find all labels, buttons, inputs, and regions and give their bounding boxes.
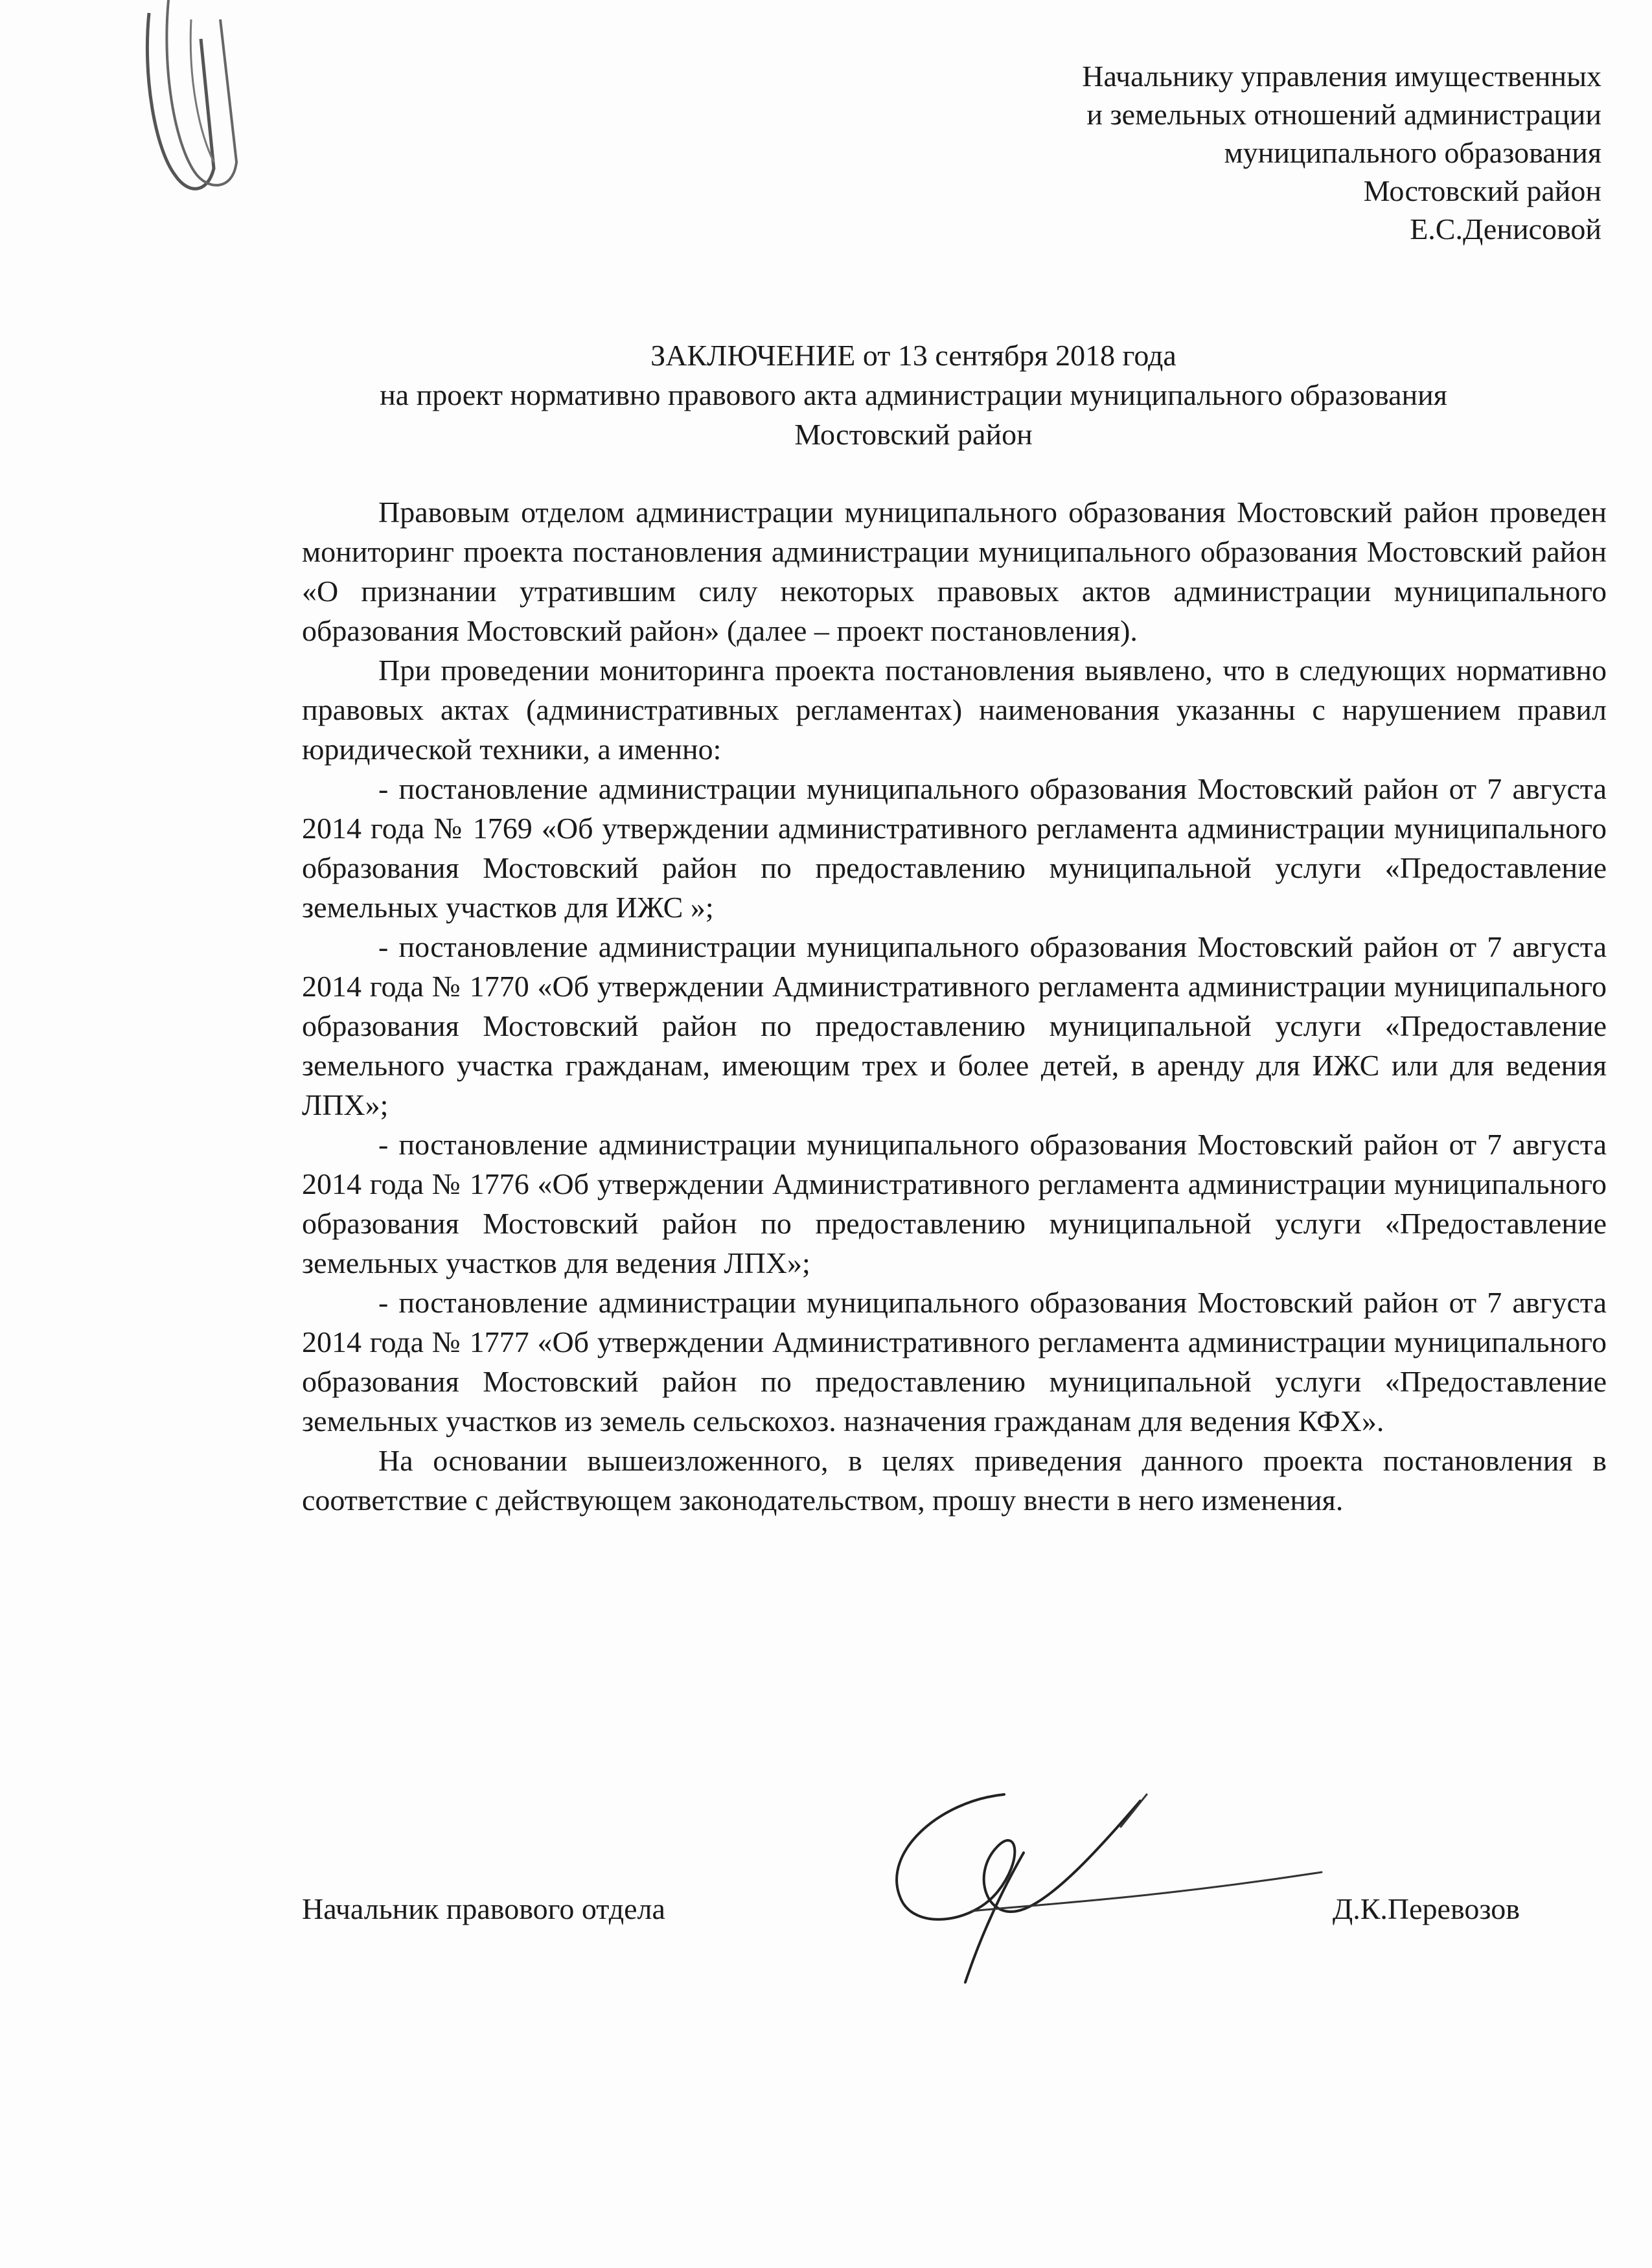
list-item: - постановление администрации муниципального образования Мостовский район от 7 августа 2014 года № 1770 «Об утверждении Административного регламента администрации муниципального образования Мостовский район по предоставлению муниципальной услуги «Предоставление земельного участка гражданам, имеющим трех и более детей, в аренду для ИЖС или для ведения ЛПХ»; xyxy=(302,930,1607,1121)
signer-position: Начальник правового отдела xyxy=(302,1892,665,1925)
addressee-line: Мостовский район xyxy=(1363,174,1601,207)
body-paragraph: Правовым отделом администрации муниципального образования Мостовский район проведен мониторинг проекта постановления администрации муниципального образования Мостовский район «О признании утратившим силу некоторых правовых актов администрации муниципального образования Мостовский район» (далее – проект постановления). xyxy=(302,496,1607,647)
list-item: - постановление администрации муниципального образования Мостовский район от 7 августа 2014 года № 1777 «Об утверждении Административного регламента администрации муниципального образования Мостовский район по предоставлению муниципальной услуги «Предоставление земельных участков из земель сельскохоз. назначения гражданам для ведения КФХ». xyxy=(302,1286,1607,1438)
body-paragraph: При проведении мониторинга проекта постановления выявлено, что в следующих нормативно правовых актах (административных регламентах) наименования указанны с нарушением правил юридической техники, а именно: xyxy=(302,654,1607,766)
addressee-block xyxy=(792,57,1601,248)
list-item: - постановление администрации муниципального образования Мостовский район от 7 августа 2014 года № 1776 «Об утверждении Административного регламента администрации муниципального образования Мостовский район по предоставлению муниципальной услуги «Предоставление земельных участков для ведения ЛПХ»; xyxy=(302,1128,1607,1279)
addressee-line: Начальнику управления имущественных xyxy=(1082,60,1601,93)
handwritten-signature xyxy=(842,1749,1335,1995)
document-title xyxy=(259,336,1568,454)
paper-clip-mark xyxy=(123,0,272,207)
title-line: Мостовский район xyxy=(794,418,1033,451)
body-paragraph: На основании вышеизложенного, в целях приведения данного проекта постановления в соответствие с действующем законодательством, прошу внести в него изменения. xyxy=(302,1444,1607,1517)
addressee-line: Е.С.Денисовой xyxy=(1410,212,1601,246)
addressee-line: и земельных отношений администрации xyxy=(1086,98,1601,131)
signature-row xyxy=(302,1889,1520,1941)
signer-name: Д.К.Перевозов xyxy=(1332,1892,1520,1925)
list-item: - постановление администрации муниципального образования Мостовский район от 7 августа 2014 года № 1769 «Об утверждении административного регламента администрации муниципального образования Мостовский район по предоставлению муниципальной услуги «Предоставление земельных участков для ИЖС »; xyxy=(302,772,1607,924)
title-line: на проект нормативно правового акта администрации муниципального образования xyxy=(380,378,1447,411)
title-line: ЗАКЛЮЧЕНИЕ от 13 сентября 2018 года xyxy=(650,339,1176,372)
document-body xyxy=(302,492,1607,1520)
addressee-line: муниципального образования xyxy=(1224,136,1601,169)
